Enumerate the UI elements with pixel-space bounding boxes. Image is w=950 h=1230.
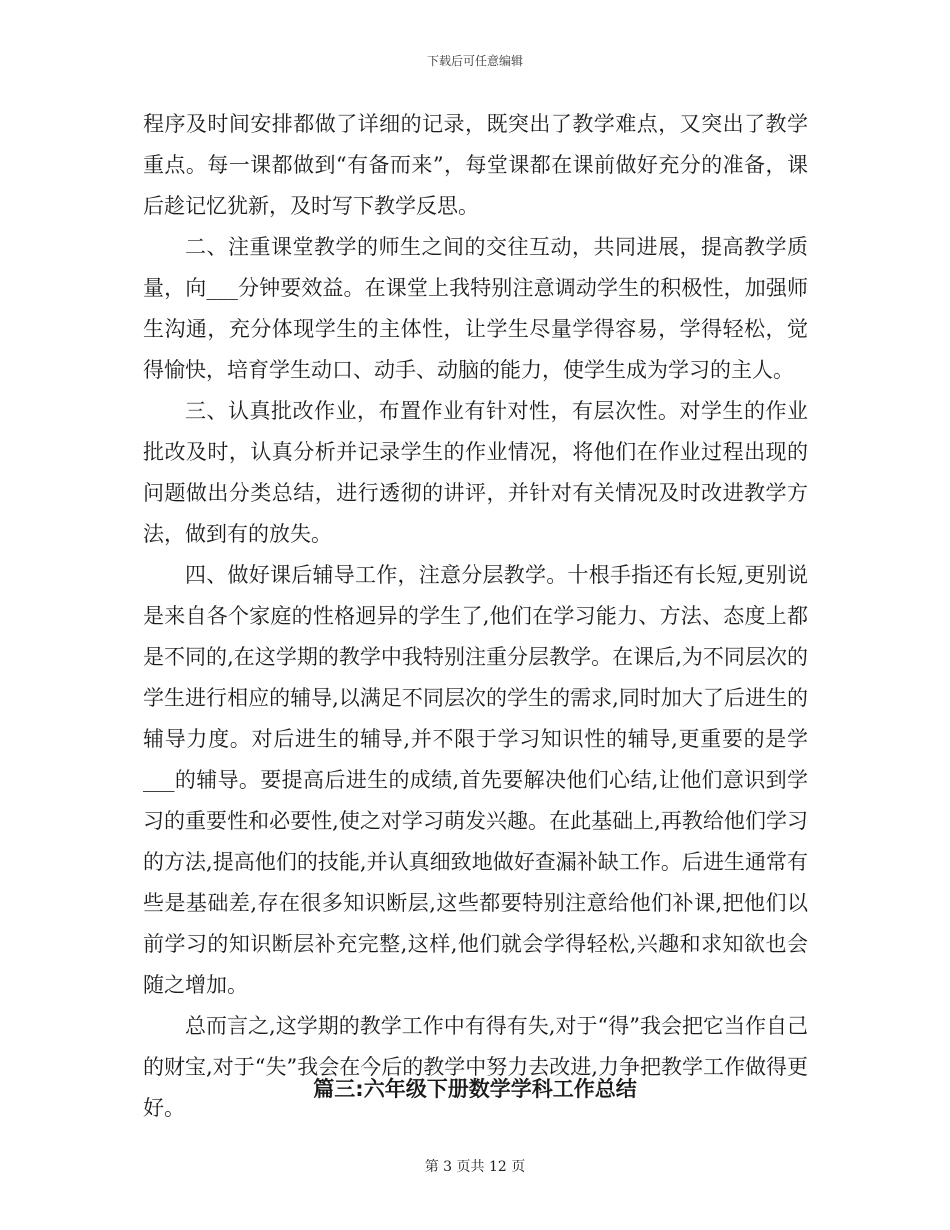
paragraph-conclusion: 总而言之,这学期的教学工作中有得有失,对于“得”我会把它当作自己的财宝,对于“失”我会在今后的教学中努力去改进,力争把教学工作做得更好。 (143, 1014, 808, 1120)
paragraph-continuation: 程序及时间安排都做了详细的记录，既突出了教学难点，又突出了教学重点。每一课都做到“有备而来”，每堂课都在课前做好充分的准备，课后趁记忆犹新，及时写下教学反思。 (143, 112, 808, 218)
document-body (143, 104, 808, 1129)
paragraph-three: 三、认真批改作业，布置作业有针对性，有层次性。对学生的作业批改及时，认真分析并记录学生的作业情况，将他们在作业过程出现的问题做出分类总结，进行透彻的讲评，并针对有关情况及时改进教学方法，做到有的放失。 (143, 399, 808, 546)
page-footer: 第 3 页共 12 页 (424, 1159, 526, 1175)
paragraph-two: 二、注重课堂教学的师生之间的交往互动，共同进展，提高教学质量，向___分钟要效益。在课堂上我特别注意调动学生的积极性，加强师生沟通，充分体现学生的主体性，让学生尽量学得容易，学得轻松，觉得愉快，培育学生动口、动手、动脑的能力，使学生成为学习的主人。 (143, 235, 808, 382)
section-heading: 篇三:六年级下册数学学科工作总结 (313, 1077, 637, 1101)
page-header: 下载后可任意编辑 (426, 54, 523, 68)
paragraph-four: 四、做好课后辅导工作，注意分层教学。十根手指还有长短,更别说是来自各个家庭的性格迥异的学生了,他们在学习能力、方法、态度上都是不同的,在这学期的教学中我特别注重分层教学。在课后,为不同层次的学生进行相应的辅导,以满足不同层次的学生的需求,同时加大了后进生的辅导力度。对后进生的辅导,并不限于学习知识性的辅导,更重要的是学___的辅导。要提高后进生的成绩,首先要解决他们心结,让他们意识到学习的重要性和必要性,使之对学习萌发兴趣。在此基础上,再教给他们学习的方法,提高他们的技能,并认真细致地做好查漏补缺工作。后进生通常有些是基础差,存在很多知识断层,这些都要特别注意给他们补课,把他们以前学习的知识断层补充完整,这样,他们就会学得轻松,兴趣和求知欲也会随之增加。 (143, 563, 808, 997)
